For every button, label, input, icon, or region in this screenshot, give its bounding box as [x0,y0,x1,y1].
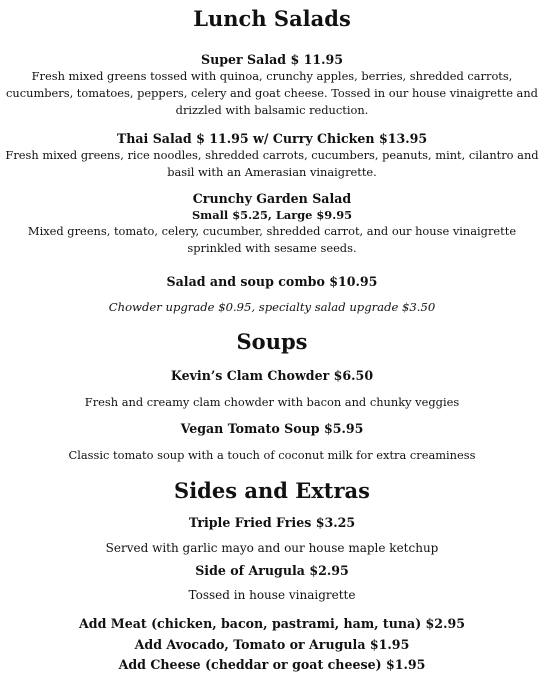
section-title-sides: Sides and Extras [174,478,370,503]
item-title-combo: Salad and soup combo $10.95 [166,274,378,289]
extra-item-avocado: Add Avocado, Tomato or Arugula $1.95 [134,636,410,652]
item-title-thai-salad: Thai Salad $ 11.95 w/ Curry Chicken $13.95 [116,131,428,146]
lunch-salads-section [0,0,544,316]
soups-section [0,329,544,464]
item-title-fries: Triple Fried Fries $3.25 [188,515,356,530]
section-title-soups: Soups [236,329,308,354]
sides-section [0,478,544,676]
item-desc-arugula: Tossed in house vinaigrette [188,588,356,602]
item-title-clam-chowder: Kevin’s Clam Chowder $6.50 [170,368,374,383]
item-sizes-crunchy-garden: Small $5.25, Large $9.95 [191,208,353,222]
item-note-combo: Chowder upgrade $0.95, specialty salad upgrade $3.50 [108,300,436,314]
extra-item-cheese: Add Cheese (cheddar or goat cheese) $1.95 [118,657,426,672]
item-desc-clam-chowder: Fresh and creamy clam chowder with bacon and chunky veggies [84,395,460,409]
item-desc-vegan-tomato: Classic tomato soup with a touch of coconut milk for extra creaminess [68,448,476,462]
extra-item-meat: Add Meat (chicken, bacon, pastrami, ham, tuna) $2.95 [79,616,465,631]
item-title-arugula: Side of Arugula $2.95 [195,562,349,578]
item-desc-crunchy-garden: Mixed greens, tomato, celery, cucumber, shredded carrot, and our house vinaigrette sprinkled with sesame seeds. [27,224,517,255]
section-title-lunch-salads: Lunch Salads [193,6,351,31]
item-title-super-salad: Super Salad $ 11.95 [200,52,344,67]
item-desc-fries: Served with garlic mayo and our house maple ketchup [105,540,439,555]
item-title-crunchy-garden: Crunchy Garden Salad [192,191,352,206]
item-desc-thai-salad: Fresh mixed greens, rice noodles, shredded carrots, cucumbers, peanuts, mint, cilantro and basil with an Amerasian vinaigrette. [5,148,539,179]
item-desc-super-salad: Fresh mixed greens tossed with quinoa, crunchy apples, berries, shredded carrots, cucumbers, tomatoes, peppers, celery and goat cheese. Tossed in our house vinaigrette and drizzled with balsamic reduction. [6,69,538,117]
item-title-vegan-tomato: Vegan Tomato Soup $5.95 [180,421,364,436]
